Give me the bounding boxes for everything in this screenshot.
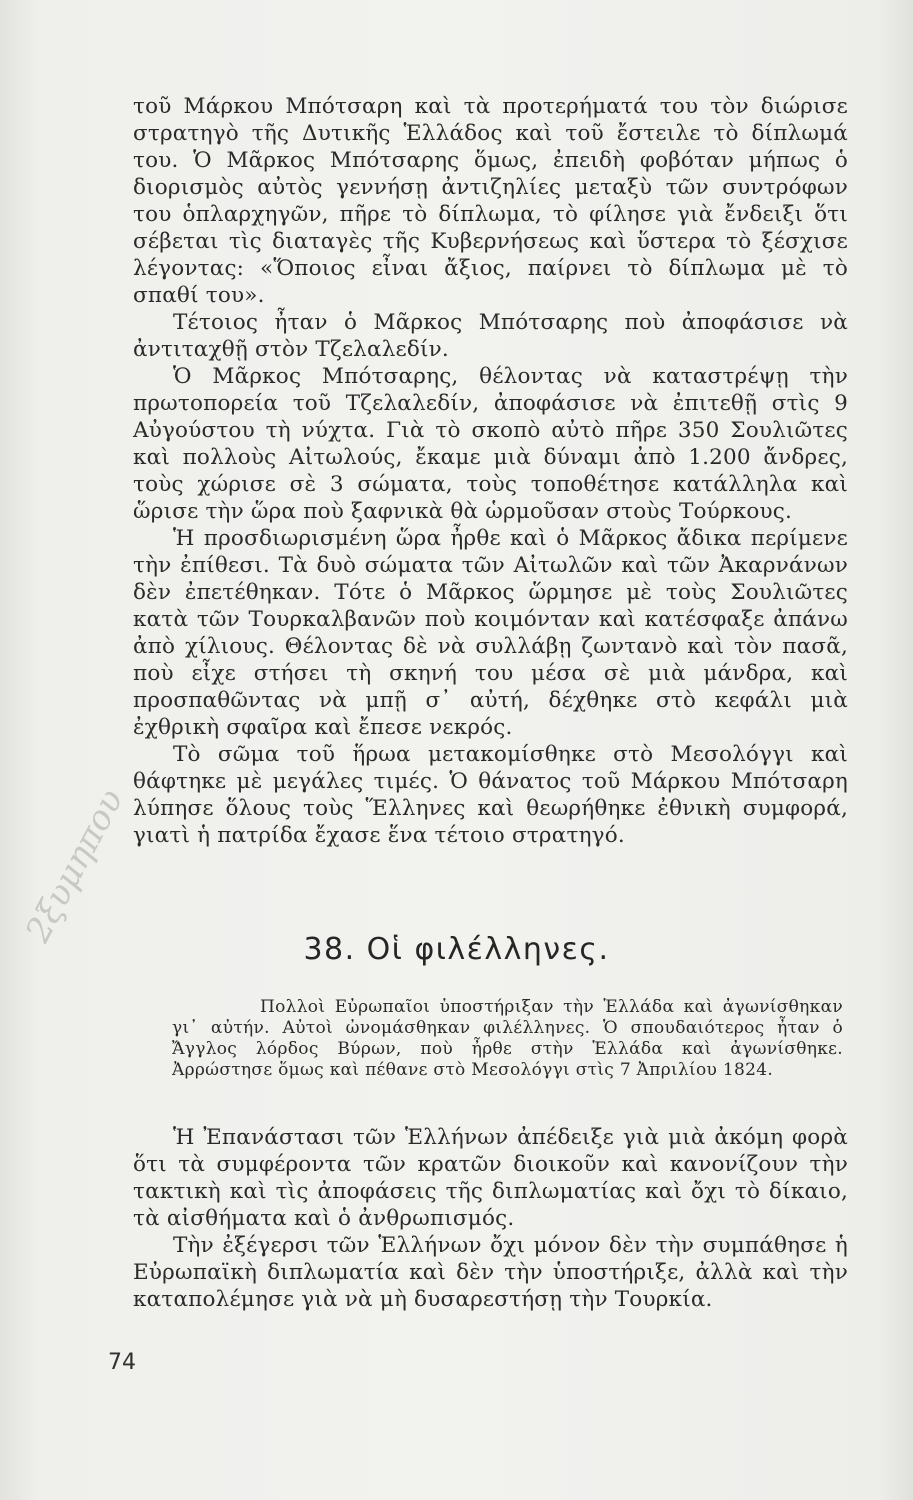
page-number: 74	[108, 1350, 136, 1375]
paragraph: τοῦ Μάρκου Μπότσαρη καὶ τὰ προτερήματά του τὸν διώρισε στρατηγὸ τῆς Δυτικῆς Ἑλλάδος καὶ τοῦ ἔστειλε τὸ δίπλωμά του. Ὁ Μᾶρκος Μπότσαρης ὅμως, ἐπειδὴ φοβόταν μήπως ὁ διορισμὸς αὐτὸς γεννήσῃ ἀντιζηλίες μεταξὺ τῶν συντρόφων του ὁπλαρχηγῶν, πῆρε τὸ δίπλωμα, τὸ φίλησε γιὰ ἔνδειξι ὅτι σέβεται τὶς διαταγὲς τῆς Κυβερνήσεως καὶ ὕστερα τὸ ξέσχισε λέγοντας: «Ὅποιος εἶναι ἄξιος, παίρνει τὸ δίπλωμα μὲ τὸ σπαθί του».	[133, 94, 848, 308]
chapter-summary: Πολλοὶ Εὐρωπαῖοι ὑποστήριξαν τὴν Ἑλλάδα καὶ ἀγωνίσθηκαν γι᾿ αὐτήν. Αὐτοὶ ὠνομάσθηκαν φιλέλληνες. Ὁ σπουδαιότερος ἦταν ὁ Ἄγγλος λόρδος Βύρων, ποὺ ἦρθε στὴν Ἑλλάδα καὶ ἀγωνίσθηκε. Ἀρρώστησε ὅμως καὶ πέθανε στὸ Μεσολόγγι στὶς 7 Ἀπριλίου 1824.	[172, 997, 843, 1080]
chapter-heading: 38. Οἱ φιλέλληνες.	[303, 932, 610, 967]
paragraph: Τὴν ἐξέγερσι τῶν Ἑλλήνων ὄχι μόνον δὲν τὴν συμπάθησε ἡ Εὐρωπαϊκὴ διπλωματία καὶ δὲν τὴν ὑποστήριξε, ἀλλὰ καὶ τὴν καταπολέμησε γιὰ νὰ μὴ δυσαρεστήσῃ τὴν Τουρκία.	[133, 1233, 848, 1312]
paragraph: Τέτοιος ἦταν ὁ Μᾶρκος Μπότσαρης ποὺ ἀποφάσισε νὰ ἀντιταχθῇ στὸν Τζελαλεδίν.	[133, 310, 848, 362]
body-text-bottom	[133, 1124, 848, 1313]
paragraph: Ἡ Ἐπανάστασι τῶν Ἑλλήνων ἀπέδειξε γιὰ μιὰ ἀκόμη φορὰ ὅτι τὰ συμφέροντα τῶν κρατῶν διοικοῦν καὶ κανονίζουν τὴν τακτικὴ καὶ τὶς ἀποφάσεις τῆς διπλωματίας καὶ ὄχι τὸ δίκαιο, τὰ αἰσθήματα καὶ ὁ ἀνθρωπισμός.	[133, 1125, 848, 1231]
paragraph: Τὸ σῶμα τοῦ ἥρωα μετακομίσθηκε στὸ Μεσολόγγι καὶ θάφτηκε μὲ μεγάλες τιμές. Ὁ θάνατος τοῦ Μάρκου Μπότσαρη λύπησε ὅλους τοὺς Ἕλληνες καὶ θεωρήθηκε ἐθνικὴ συμφορά, γιατὶ ἡ πατρίδα ἔχασε ἕνα τέτοιο στρατηγό.	[133, 742, 848, 848]
paragraph: Ὁ Μᾶρκος Μπότσαρης, θέλοντας νὰ καταστρέψῃ τὴν πρωτοπορεία τοῦ Τζελαλεδίν, ἀποφάσισε νὰ ἐπιτεθῇ στὶς 9 Αὐγούστου τὴ νύχτα. Γιὰ τὸ σκοπὸ αὐτὸ πῆρε 350 Σουλιῶτες καὶ πολλοὺς Αἰτωλούς, ἔκαμε μιὰ δύναμι ἀπὸ 1.200 ἄνδρες, τοὺς χώρισε σὲ 3 σώματα, τοὺς τοποθέτησε κατάλληλα καὶ ὥρισε τὴν ὥρα ποὺ ξαφνικὰ θὰ ὡρμοῦσαν στοὺς Τούρκους.	[133, 364, 848, 524]
handwritten-margin-note: 2ξυμηπου	[18, 782, 132, 949]
body-text-top	[133, 93, 848, 849]
paragraph: Ἡ προσδιωρισμένη ὥρα ἦρθε καὶ ὁ Μᾶρκος ἄδικα περίμενε τὴν ἐπίθεσι. Τὰ δυὸ σώματα τῶν Αἰτωλῶν καὶ τῶν Ἀκαρνάνων δὲν ἐπετέθηκαν. Τότε ὁ Μᾶρκος ὥρμησε μὲ τοὺς Σουλιῶτες κατὰ τῶν Τουρκαλβανῶν ποὺ κοιμόνταν καὶ κατέσφαξε ἀπάνω ἀπὸ χίλιους. Θέλοντας δὲ νὰ συλλάβῃ ζωντανὸ καὶ τὸν πασᾶ, ποὺ εἶχε στήσει τὴ σκηνή του μέσα σὲ μιὰ μάνδρα, καὶ προσπαθῶντας νὰ μπῇ σ᾿ αὐτή, δέχθηκε στὸ κεφάλι μιὰ ἐχθρικὴ σφαῖρα καὶ ἔπεσε νεκρός.	[133, 526, 848, 740]
